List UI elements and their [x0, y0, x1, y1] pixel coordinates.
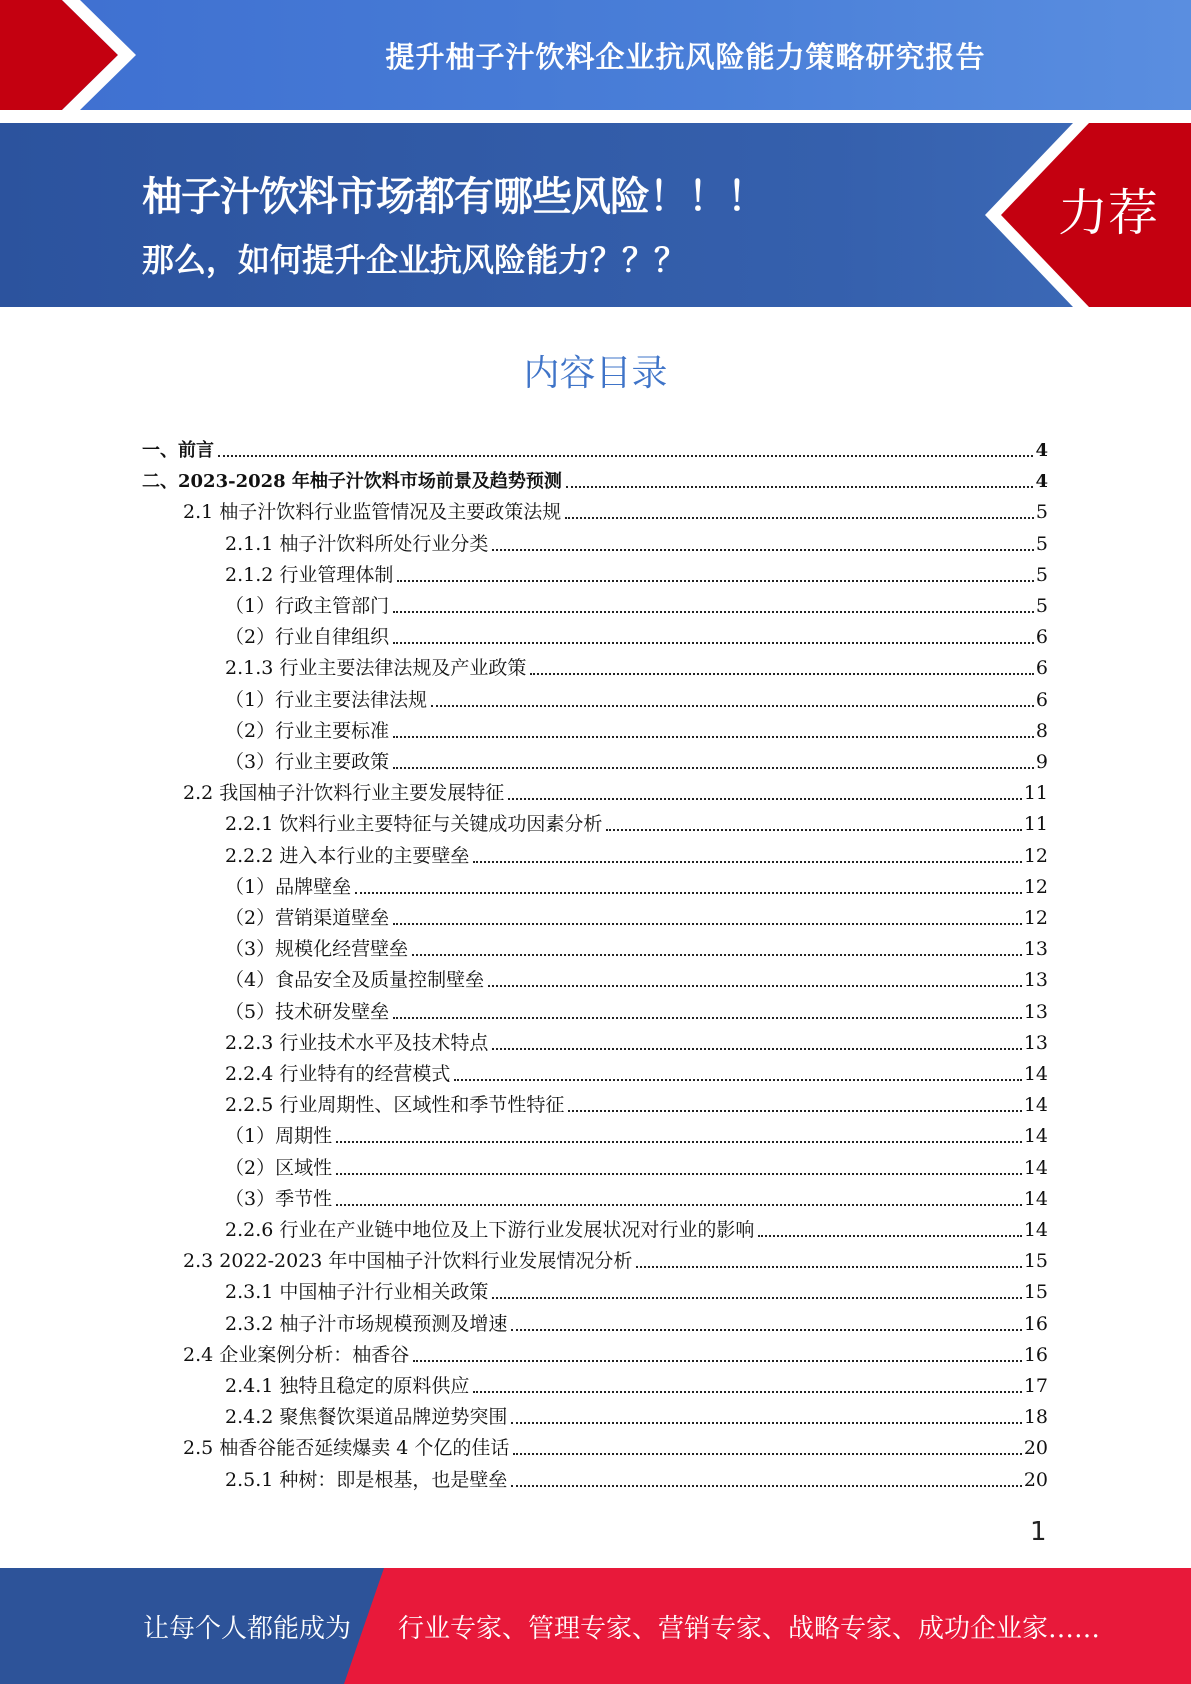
- toc-entry-label: （1）行业主要法律法规: [225, 688, 428, 711]
- toc-entry[interactable]: [183, 778, 1048, 809]
- toc-dot-leader: [568, 1100, 1021, 1112]
- toc-entry[interactable]: [225, 1184, 1048, 1215]
- toc-dot-leader: [393, 757, 1034, 769]
- toc-entry-page: 11: [1023, 813, 1048, 836]
- toc-dot-leader: [513, 1443, 1021, 1455]
- toc-title: 内容目录: [523, 353, 668, 394]
- toc-entry-page: 14: [1023, 1125, 1048, 1148]
- toc-entry[interactable]: [225, 1153, 1048, 1184]
- toc-dot-leader: [393, 726, 1034, 738]
- toc-entry[interactable]: [225, 560, 1048, 591]
- toc-entry-page: 15: [1023, 1250, 1048, 1273]
- toc-dot-leader: [636, 1256, 1021, 1268]
- toc-entry-page: 12: [1023, 907, 1048, 929]
- toc-entry-page: 17: [1023, 1375, 1048, 1397]
- toc-entry-label: 2.2.2 进入本行业的主要壁垒: [225, 844, 470, 867]
- recommend-badge: 力荐: [1058, 184, 1158, 242]
- page-number: 1: [1030, 1517, 1047, 1547]
- toc-entry-page: 4: [1035, 471, 1048, 493]
- toc-dot-leader: [393, 632, 1034, 644]
- hero-banner: [0, 123, 1191, 307]
- toc-entry-label: 2.2.4 行业特有的经营模式: [225, 1063, 451, 1085]
- toc-entry-label: （3）季节性: [225, 1187, 333, 1210]
- toc-entry-label: （1）行政主管部门: [225, 595, 390, 617]
- toc-entry[interactable]: [225, 1215, 1048, 1246]
- toc-entry-page: 5: [1035, 532, 1048, 555]
- toc-dot-leader: [565, 507, 1034, 519]
- toc-entry-label: 2.2.6 行业在产业链中地位及上下游行业发展状况对行业的影响: [225, 1219, 755, 1241]
- toc-entry[interactable]: [183, 1246, 1048, 1277]
- toc-entry-page: 14: [1023, 1094, 1048, 1117]
- toc-entry-page: 13: [1023, 1000, 1048, 1023]
- toc-entry[interactable]: [225, 1402, 1048, 1433]
- toc-entry-label: 2.4 企业案例分析：柚香谷: [183, 1343, 410, 1366]
- toc-entry-page: 6: [1035, 688, 1048, 711]
- toc-entry-label: （5）技术研发壁垒: [225, 1000, 390, 1023]
- toc-entry-label: 2.1 柚子汁饮料行业监管情况及主要政策法规: [183, 501, 562, 524]
- footer-slogan-right: 行业专家、管理专家、营销专家、战略专家、成功企业家……: [398, 1613, 1101, 1644]
- toc-entry-page: 20: [1023, 1437, 1048, 1460]
- top-banner: [0, 0, 1191, 110]
- toc-entry-label: 2.3.1 中国柚子汁行业相关政策: [225, 1281, 489, 1304]
- toc-dot-leader: [393, 601, 1034, 613]
- toc-entry-label: （4）食品安全及质量控制壁垒: [225, 969, 485, 992]
- toc-dot-leader: [355, 882, 1022, 894]
- toc-entry-label: （1）周期性: [225, 1125, 333, 1148]
- toc-entry-page: 16: [1023, 1312, 1048, 1335]
- toc-entry[interactable]: [225, 529, 1048, 560]
- toc-entry-page: 14: [1023, 1063, 1048, 1085]
- toc-entry[interactable]: [142, 466, 1048, 497]
- toc-entry-page: 5: [1035, 501, 1048, 524]
- toc-dot-leader: [473, 1381, 1021, 1393]
- toc-dot-leader: [431, 695, 1034, 707]
- toc-entry-page: 4: [1035, 440, 1048, 461]
- hero-subheadline: 那么，如何提升企业抗风险能力？？？: [142, 241, 687, 279]
- toc-entry-label: 2.2 我国柚子汁饮料行业主要发展特征: [183, 782, 505, 805]
- toc-dot-leader: [511, 1319, 1021, 1331]
- toc-entry-page: 14: [1023, 1219, 1048, 1241]
- toc-dot-leader: [492, 1038, 1021, 1050]
- toc-entry-page: 13: [1023, 969, 1048, 992]
- toc-dot-leader: [336, 1194, 1022, 1206]
- toc-entry-label: （2）区域性: [225, 1156, 333, 1179]
- toc-entry-page: 8: [1035, 719, 1048, 742]
- toc-dot-leader: [473, 851, 1021, 863]
- toc-entry-page: 20: [1023, 1468, 1048, 1491]
- toc-entry-page: 9: [1035, 751, 1048, 773]
- toc-entry-label: 2.5 柚香谷能否延续爆卖 4 个亿的佳话: [183, 1437, 510, 1460]
- toc-entry-label: （1）品牌壁垒: [225, 875, 352, 898]
- toc-entry-label: 2.4.1 独特且稳定的原料供应: [225, 1375, 470, 1397]
- toc-entry[interactable]: [225, 1465, 1048, 1496]
- toc-dot-leader: [511, 1412, 1021, 1424]
- toc-entry-label: 2.1.2 行业管理体制: [225, 563, 394, 586]
- toc-entry-label: 2.3 2022-2023 年中国柚子汁饮料行业发展情况分析: [183, 1250, 633, 1273]
- toc-entry[interactable]: [183, 1340, 1048, 1371]
- toc-entry-label: （2）行业自律组织: [225, 626, 390, 649]
- toc-dot-leader: [412, 944, 1022, 956]
- toc-entry[interactable]: [142, 435, 1048, 466]
- toc-entry-page: 14: [1023, 1187, 1048, 1210]
- toc-entry-label: （3）规模化经营壁垒: [225, 938, 409, 961]
- toc-entry[interactable]: [225, 997, 1048, 1028]
- toc-entry-page: 5: [1035, 563, 1048, 586]
- toc-entry-page: 11: [1023, 782, 1048, 805]
- toc-dot-leader: [397, 570, 1034, 582]
- toc-entry[interactable]: [225, 872, 1048, 903]
- toc-entry[interactable]: [225, 809, 1048, 840]
- toc-entry-label: 2.5.1 种树：即是根基，也是壁垒: [225, 1468, 508, 1491]
- report-title: 提升柚子汁饮料企业抗风险能力策略研究报告: [385, 39, 986, 74]
- toc-dot-leader: [454, 1069, 1021, 1081]
- toc-entry[interactable]: [225, 747, 1048, 778]
- toc-dot-leader: [488, 975, 1022, 987]
- toc-dot-leader: [413, 1350, 1022, 1362]
- toc-entry[interactable]: [225, 1028, 1048, 1059]
- toc-dot-leader: [393, 913, 1022, 925]
- toc-entry[interactable]: [225, 841, 1048, 872]
- toc-entry[interactable]: [225, 934, 1048, 965]
- toc-entry[interactable]: [225, 903, 1048, 934]
- toc-dot-leader: [566, 476, 1034, 488]
- red-arrow-decoration: [0, 0, 180, 110]
- toc-entry-label: 2.1.1 柚子汁饮料所处行业分类: [225, 532, 489, 555]
- toc-entry-label: （2）行业主要标准: [225, 719, 390, 742]
- toc-entry-page: 12: [1023, 844, 1048, 867]
- hero-headline: 柚子汁饮料市场都有哪些风险！！！: [142, 174, 766, 220]
- toc-entry-label: 2.2.3 行业技术水平及技术特点: [225, 1031, 489, 1054]
- toc-dot-leader: [530, 663, 1034, 675]
- footer-banner: [0, 1568, 1191, 1684]
- toc-entry-page: 16: [1023, 1343, 1048, 1366]
- toc-entry-page: 5: [1035, 595, 1048, 617]
- toc-entry-page: 14: [1023, 1156, 1048, 1179]
- footer-slogan-left: 让每个人都能成为: [143, 1613, 352, 1644]
- toc-entry-page: 13: [1023, 1031, 1048, 1054]
- toc-entry-label: 2.3.2 柚子汁市场规模预测及增速: [225, 1312, 508, 1335]
- toc-entry[interactable]: [225, 1277, 1048, 1308]
- toc-dot-leader: [758, 1225, 1021, 1237]
- toc-entry[interactable]: [183, 497, 1048, 528]
- toc-entry-page: 13: [1023, 938, 1048, 961]
- toc-entry-page: 18: [1023, 1406, 1048, 1429]
- toc-entry-label: 2.4.2 聚焦餐饮渠道品牌逆势突围: [225, 1406, 508, 1429]
- toc-entry-label: （3）行业主要政策: [225, 751, 390, 773]
- toc-entry-page: 12: [1023, 875, 1048, 898]
- toc-dot-leader: [393, 1007, 1022, 1019]
- toc-entry-label: 2.2.5 行业周期性、区域性和季节性特征: [225, 1094, 565, 1117]
- toc-dot-leader: [336, 1163, 1022, 1175]
- toc-entry-page: 6: [1035, 626, 1048, 649]
- toc-dot-leader: [511, 1475, 1021, 1487]
- toc-entry-label: （2）营销渠道壁垒: [225, 907, 390, 929]
- toc-entry-page: 15: [1023, 1281, 1048, 1304]
- toc-dot-leader: [492, 1287, 1021, 1299]
- toc-dot-leader: [336, 1131, 1022, 1143]
- toc-entry-label: 2.1.3 行业主要法律法规及产业政策: [225, 657, 527, 680]
- toc-dot-leader: [218, 445, 1033, 457]
- toc-entry-page: 6: [1035, 657, 1048, 680]
- toc-dot-leader: [508, 788, 1022, 800]
- toc-entry[interactable]: [225, 1371, 1048, 1402]
- toc-entry[interactable]: [225, 591, 1048, 622]
- toc-entry[interactable]: [225, 716, 1048, 747]
- toc-entry[interactable]: [225, 1309, 1048, 1340]
- toc-entry[interactable]: [225, 1121, 1048, 1152]
- toc-entry[interactable]: [183, 1433, 1048, 1464]
- toc-entry-label: 二、2023-2028 年柚子汁饮料市场前景及趋势预测: [142, 471, 562, 493]
- toc-entry[interactable]: [225, 1090, 1048, 1121]
- toc-entry[interactable]: [225, 653, 1048, 684]
- toc-entry[interactable]: [225, 965, 1048, 996]
- toc-entry[interactable]: [225, 622, 1048, 653]
- toc-dot-leader: [606, 819, 1021, 831]
- toc-entry-label: 2.2.1 饮料行业主要特征与关键成功因素分析: [225, 813, 603, 836]
- toc-dot-leader: [492, 539, 1034, 551]
- toc-entry[interactable]: [225, 1059, 1048, 1090]
- toc-entry[interactable]: [225, 685, 1048, 716]
- toc-entry-label: 一、前言: [142, 440, 214, 461]
